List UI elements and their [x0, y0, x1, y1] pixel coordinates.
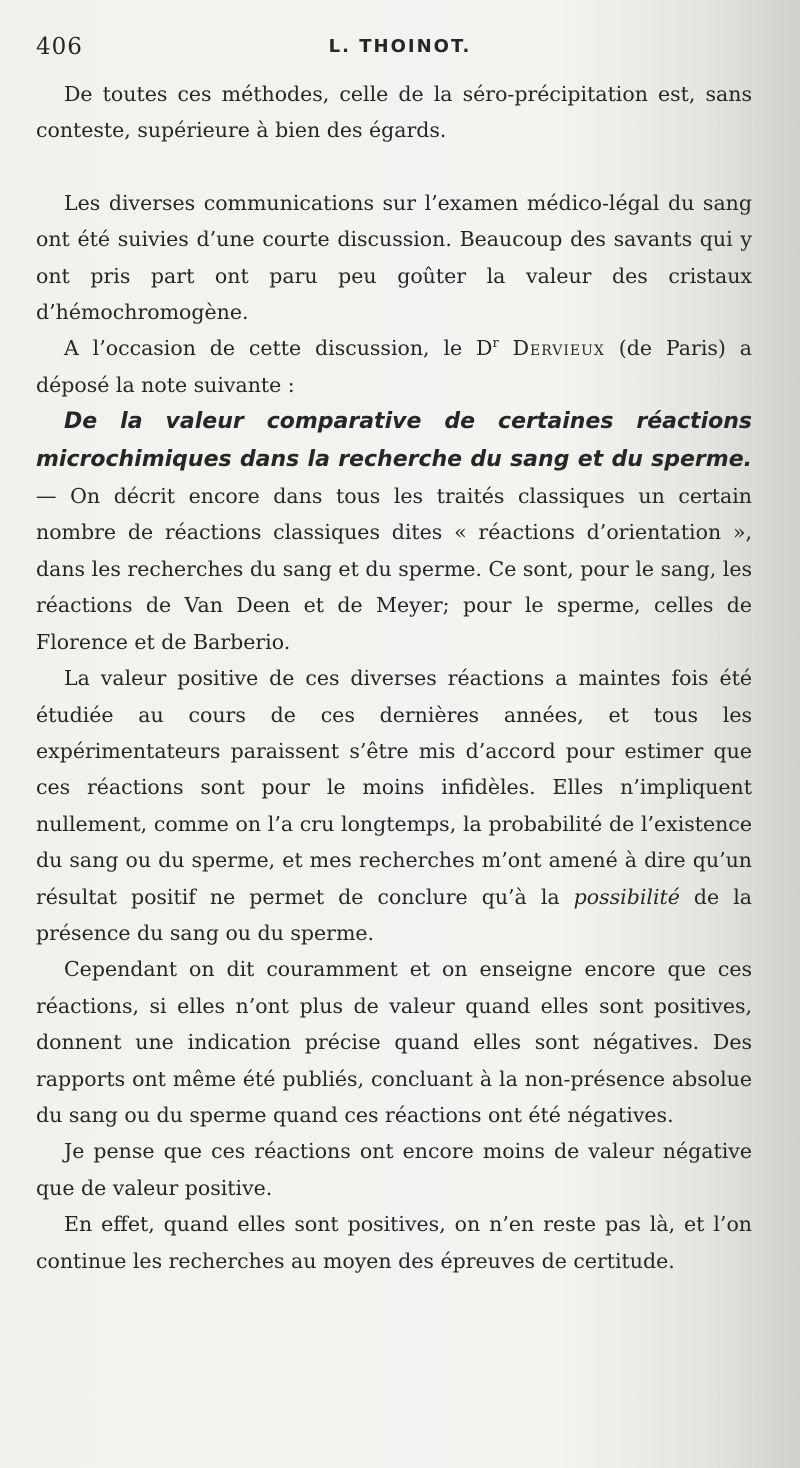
paragraph-3-text-after: (de Paris) a déposé la note suivante : — [36, 336, 752, 397]
running-head: L. THOINOT. — [328, 36, 472, 57]
paragraph-2: Les diverses communications sur l’examen médico-légal du sang ont été suivies d’une courte discussion. Beaucoup des savants qui y ont pris part ont paru peu goûter la valeur des cristaux d’hémochromogène. — [36, 190, 752, 325]
paragraph-4-text: — On décrit encore dans tous les traités classiques un certain nombre de réactions classiques dites « réactions d’orientation », dans les recherches du sang et du sperme. Ce sont, pour le sang, les réactions de Van Deen et de Meyer; pour le sperme, celles de Florence et de Barberio. — [36, 484, 752, 654]
emphasis-possibilite: possibilité — [573, 884, 680, 909]
paragraph-3-text-before: A l’occasion de cette discussion, le D — [64, 336, 493, 361]
paragraph-4 — [36, 403, 752, 660]
paragraph-3 — [36, 330, 752, 403]
paragraph-5-text-after: de la présence du sang ou du sperme. — [36, 884, 752, 945]
paragraph-8: En effet, quand elles sont positives, on n’en reste pas là, et l’on continue les recherches au moyen des épreuves de certitude. — [36, 1212, 752, 1273]
doctor-abbrev-superscript: r — [492, 336, 499, 352]
page-header — [36, 34, 764, 64]
page-body — [36, 76, 752, 1279]
page-number: 406 — [36, 34, 83, 60]
author-name: Dervieux — [512, 336, 605, 361]
note-heading: De la valeur comparative de certaines réactions microchimiques dans la recherche du sang et du sperme. — [36, 409, 752, 472]
paragraph-6: Cependant on dit couramment et on enseigne encore que ces réactions, si elles n’ont plus de valeur quand elles sont positives, donnent une indication précise quand elles sont négatives. Des rapports ont même été publiés, concluant à la non-présence absolue du sang ou du sperme quand ces réactions ont été négatives. — [36, 957, 752, 1127]
paragraph-5 — [36, 660, 752, 951]
paragraph-5-text-before: La valeur positive de ces diverses réactions a maintes fois été étudiée au cours de ces dernières années, et tous les expérimentateurs paraissent s’être mis d’accord pour estimer que ces réactions sont pour le moins infidèles. Elles n’impliquent nullement, comme on l’a cru longtemps, la probabilité de l’existence du sang ou du sperme, et mes recherches m’ont amené à dire qu’un résultat positif ne permet de conclure qu’à la — [36, 666, 752, 909]
paragraph-1: De toutes ces méthodes, celle de la séro-précipitation est, sans conteste, supérieure à bien des égards. — [36, 82, 752, 143]
paragraph-7: Je pense que ces réactions ont encore moins de valeur négative que de valeur positive. — [36, 1139, 752, 1200]
